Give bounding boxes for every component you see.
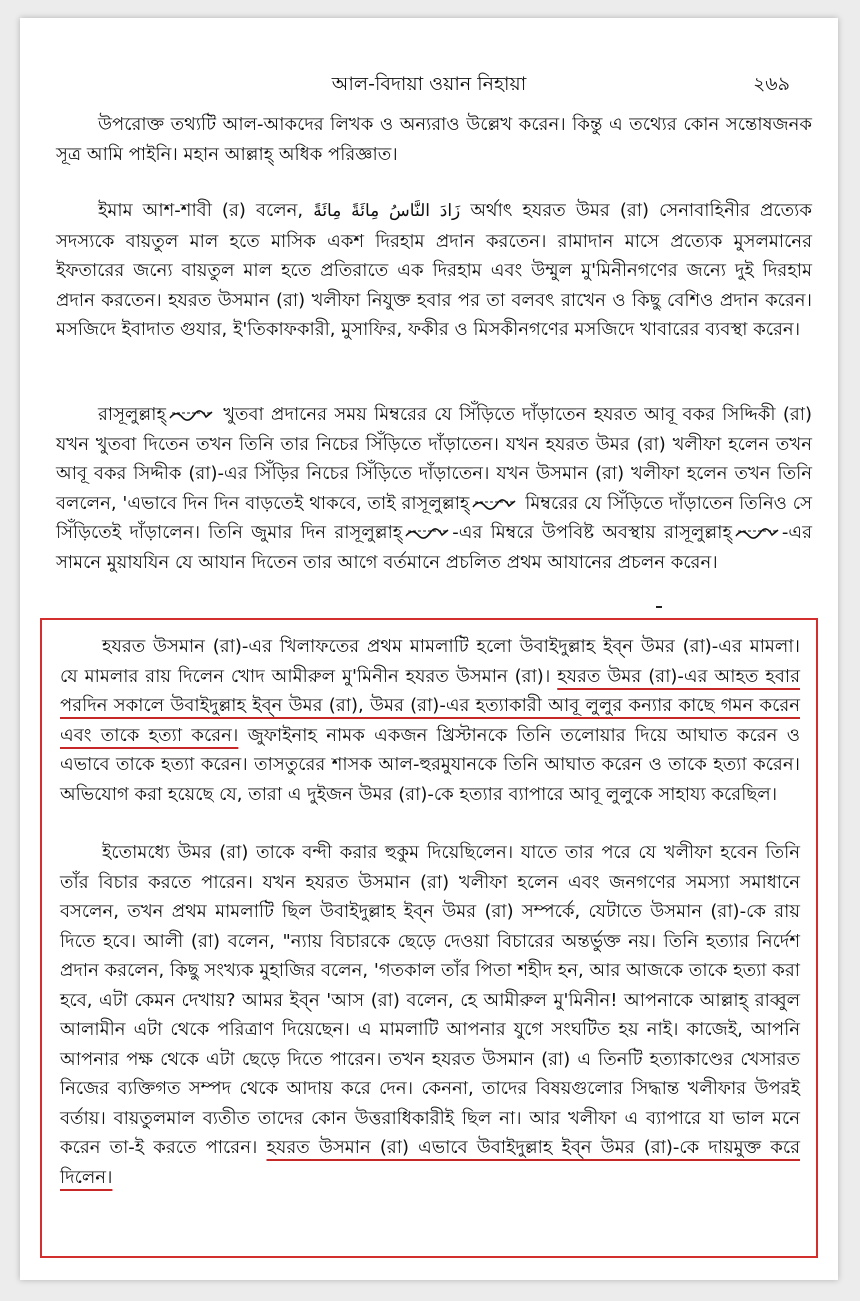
paragraph-5-body: ইতোমধ্যে উমর (রা) তাকে বন্দী করার হুকুম দিয়েছিলেন। যাতে তার পরে যে খলীফা হবেন তিনি তাঁর বিচার করতে পারেন। যখন হযরত উসমান (রা) খলীফা হলেন এবং জনগণের সমস্যা সমাধানে বসলেন, তখন প্রথম মামলাটি ছিল উবাইদুল্লাহ ইব্ন উমর (রা) সম্পর্কে, যেটাতে উসমান (রা)-কে রায় দিতে হবে। আলী (রা) বলেন, "ন্যায় বিচারকে ছেড়ে দেওয়া বিচারের অন্তর্ভুক্ত নয়। তিনি হত্যার নির্দেশ প্রদান করলেন, কিছু সংখ্যক মুহাজির বলেন, 'গতকাল তাঁর পিতা শহীদ হন, আর আজকে তাকে হত্যা করা হবে, এটা কেমন দেখায়? আমর ইব্ন 'আস (রা) বলেন, হে আমীরুল মু'মিনীন! আপনাকে আল্লাহ্ রাব্বুল আলামীন এটা থেকে পরিত্রাণ দিয়েছেন। এ মামলাটি আপনার যুগে সংঘটিত হয় নাই। কাজেই, আপনি আপনার পক্ষ থেকে এটা ছেড়ে দিতে পারেন। তখন হযরত উসমান (রা) এ তিনটি হত্যাকাণ্ডের খেসারত নিজের ব্যক্তিগত সম্পদ থেকে আদায় করে দেন। কেননা, তাদের বিষয়গুলোর সিদ্ধান্ত খলীফার উপরই বর্তায়। বায়তুলমাল ব্যতীত তাদের কোন উত্তরাধিকারীই ছিল না। আর খলীফা এ ব্যাপারে যা ভাল মনে করেন তা-ই করতে পারেন। [60, 842, 800, 1158]
paragraph-3-part-a: রাসূলুল্লাহ্ [98, 404, 166, 425]
underlined-passage-1: হযরত উমর (রা)-এর আহত হবার পরদিন সকালে উবাইদুল্লাহ ইব্ন উমর (রা), উমর (রা)-এর হত্যাকারী আবূ লুলুর কন্যার কাছে গমন করেন এবং তাকে হত্যা করেন। [60, 665, 800, 746]
arabic-quote: زَادَ النَّاسُ مِائَةً مِائَةً [313, 201, 461, 221]
book-title: আল-বিদায়া ওয়ান নিহায়া [331, 73, 527, 95]
paragraph-4-body: জুফাইনাহ নামক একজন খ্রিস্টানকে তিনি তলোয়ার দিয়ে আঘাত করেন ও এভাবে তাকে হত্যা করেন। তাসতুরের শাসক আল-হুরমুযানকে তিনি আঘাত করেন ও তাকে হত্যা করেন। অভিযোগ করা হয়েছে যে, তারা এ দুইজন উমর (রা)-কে হত্যার ব্যাপারে আবূ লুলুকে সাহায্য করেছিল। [60, 724, 800, 805]
paragraph-4 [60, 632, 800, 809]
salutation-calligraphy-icon [404, 527, 450, 539]
page-header [20, 70, 838, 100]
salutation-calligraphy-icon [168, 409, 214, 421]
salutation-calligraphy-icon [471, 498, 517, 510]
paragraph-3-part-c: মিম্বরের যে সিঁড়িতে দাঁড়াতেন তিনিও সে সিঁড়িতেই দাঁড়ালেন। তিনি জুমার দিন রাসূলুল্লাহ্ [56, 492, 812, 543]
paragraph-1-text: উপরোক্ত তথ্যটি আল-আকদের লিখক ও অন্যরাও উল্লেখ করেন। কিন্তু এ তথ্যের কোন সন্তোষজনক সূত্র আমি পাইনি। মহান আল্লাহ্ অধিক পরিজ্ঞাত। [56, 114, 812, 165]
paragraph-3 [56, 400, 812, 577]
margin-mark [656, 606, 662, 608]
paragraph-3-part-b: খুতবা প্রদানের সময় মিম্বরের যে সিঁড়িতে দাঁড়াতেন হযরত আবূ বকর সিদ্দিকী (রা) যখন খুতবা দিতেন তখন তিনি তার নিচের সিঁড়িতে দাঁড়াতেন। যখন হযরত উমর (রা) খলীফা হলেন তখন আবূ বকর সিদ্দীক (রা)-এর সিঁড়ির নিচের সিঁড়িতে দাঁড়াতেন। যখন উসমান (রা) খলীফা হলেন তখন তিনি বললেন, 'এভাবে দিন দিন বাড়তেই থাকবে, তাই রাসূলুল্লাহ্ [56, 404, 812, 514]
paragraph-2-intro: ইমাম আশ-শাবী (র) বলেন, [98, 200, 304, 221]
salutation-calligraphy-icon [734, 527, 780, 539]
page-number: ২৬৯ [752, 73, 790, 95]
paragraph-4-intro: হযরত উসমান (রা)-এর খিলাফতের প্রথম মামলাটি হলো উবাইদুল্লাহ ইব্ন উমর (রা)-এর মামলা। যে মামলার রায় দিলেন খোদ আমীরুল মু'মিনীন হযরত উসমান (রা)। [60, 636, 800, 687]
book-page [20, 18, 838, 1280]
underlined-passage-2: হযরত উসমান (রা) এভাবে উবাইদুল্লাহ ইব্ন উমর (রা)-কে দায়মুক্ত করে দিলেন। [60, 1137, 800, 1188]
paragraph-3-part-e: -এর সামনে মুয়াযযিন যে আযান দিতেন তার আগে বর্তমানে প্রচলিত প্রথম আযানের প্রচলন করেন। [56, 522, 812, 573]
paragraph-5 [60, 838, 800, 1192]
paragraph-2 [56, 196, 812, 345]
paragraph-1 [56, 110, 812, 169]
paragraph-2-body: অর্থাৎ হযরত উমর (রা) সেনাবাহিনীর প্রত্যেক সদস্যকে বায়তুল মাল হতে মাসিক একশ দিরহাম প্রদান করতেন। রামাদান মাসে প্রত্যেক মুসলমানের ইফতারের জন্যে বায়তুল মাল হতে প্রতিরাতে এক দিরহাম এবং উম্মুল মু'মিনীনগণের জন্যে দুই দিরহাম প্রদান করতেন। হযরত উসমান (রা) খলীফা নিযুক্ত হবার পর তা বলবৎ রাখেন ও কিছু বেশিও প্রদান করেন। মসজিদে ইবাদাত গুযার, ই'তিকাফকারী, মুসাফির, ফকীর ও মিসকীনগণের মসজিদে খাবারের ব্যবস্থা করেন। [56, 200, 812, 340]
paragraph-3-part-d: -এর মিম্বরে উপবিষ্ট অবস্থায় রাসূলুল্লাহ্ [452, 522, 732, 543]
